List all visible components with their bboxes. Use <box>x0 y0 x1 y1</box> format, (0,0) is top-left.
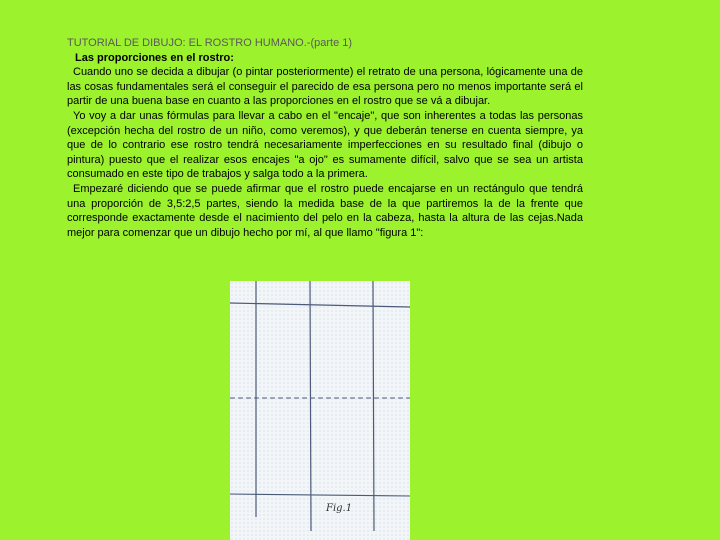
proportion-grid-sketch <box>230 281 410 540</box>
figure-paper <box>230 281 410 540</box>
article-title: TUTORIAL DE DIBUJO: EL ROSTRO HUMANO.-(parte 1) <box>67 37 353 49</box>
article-text <box>67 36 583 240</box>
section-heading: Las proporciones en el rostro: <box>75 51 234 64</box>
paragraph-formulas: Yo voy a dar unas fórmulas para llevar a cabo en el "encaje", que son inherentes a todas las personas (excepción hecha del rostro de un niño, como veremos), y que deberán tenerse en cuenta siempre, ya que de lo contrario ese rostro tendrá necesariamente imperfecciones en su resultado final (dibujo o pintura) puesto que el realizar esos encajes "a ojo" es sumamente difícil, salvo que se sea un artista consumado en este tipo de trabajos y salga todo a la primera. <box>67 109 583 181</box>
paragraph-proportions: Empezaré diciendo que se puede afirmar que el rostro puede encajarse en un rectángulo que tendrá una proporción de 3,5:2,5 partes, siendo la medida base de la que partiremos la de la frente que corresponde exactamente desde el nacimiento del pelo en la cabeza, hasta la altura de las cejas.Nada mejor para comenzar que un dibujo hecho por mí, al que llamo "figura 1": <box>67 182 583 239</box>
figure-1-drawing <box>230 281 410 540</box>
paragraph-intro: Cuando uno se decida a dibujar (o pintar posteriormente) el retrato de una persona, lógicamente una de las cosas fundamentales será el conseguir el parecido de esa persona pero no menos importante será el partir de una buena base en cuanto a las proporciones en el rostro que se vá a dibujar. <box>67 66 583 108</box>
figure-caption: Fig.1 <box>326 503 353 514</box>
